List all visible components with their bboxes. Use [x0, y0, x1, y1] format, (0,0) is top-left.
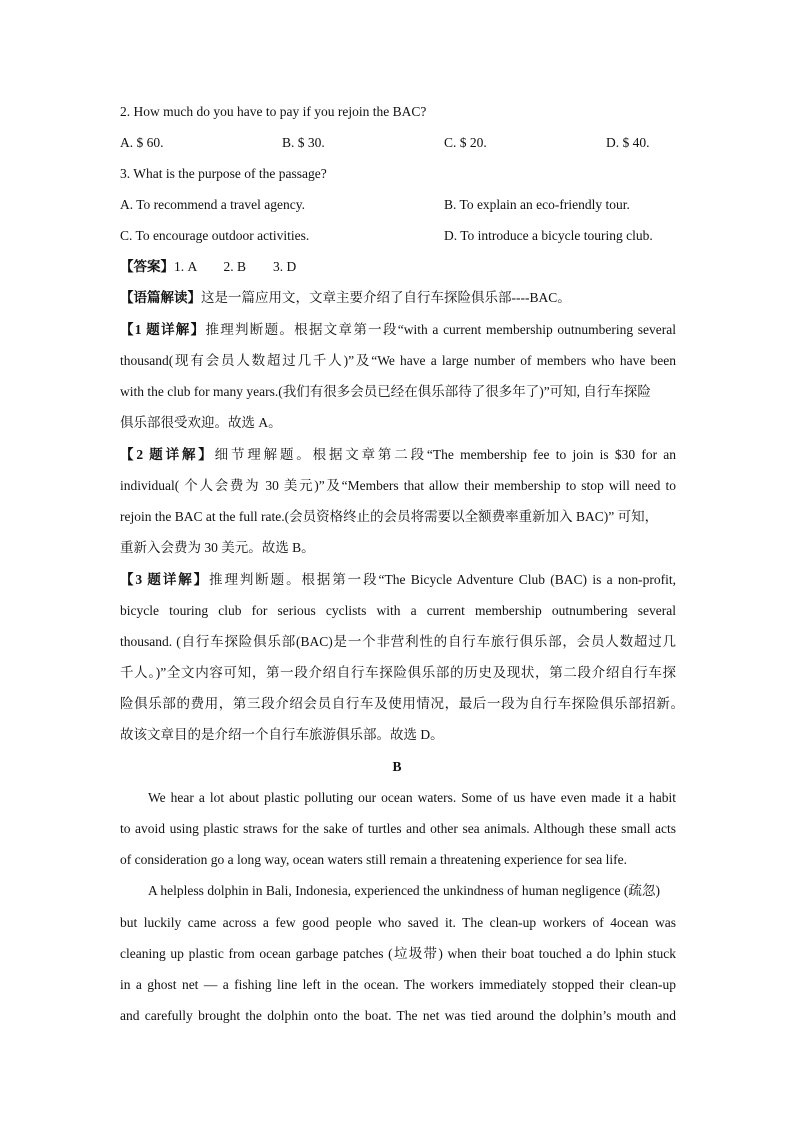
- detail-1-line-3: with the club for many years.(我们有很多会员已经在俱乐部待了很多年了)”可知, 自行车探险: [120, 384, 651, 399]
- analysis-line: [120, 288, 676, 308]
- detail-1-text-1: 推理判断题。根据文章第一段“with a current membership outnumbering several: [205, 322, 677, 337]
- passage-p2-line-4: in a ghost net — a fishing line left in the ocean. The workers immediately stopped their clean-up: [120, 977, 676, 992]
- detail-2-text-1: 细节理解题。根据文章第二段“The membership fee to join is $30 for an: [214, 447, 677, 462]
- answer-line: [120, 257, 676, 277]
- question-2-option-d: D. $ 40.: [606, 135, 650, 150]
- passage-p1-line-2: to avoid using plastic straws for the sake of turtles and other sea animals. Although these small acts: [120, 821, 676, 836]
- passage-p2-line-2: but luckily came across a few good people who saved it. The clean-up workers of 4ocean was: [120, 915, 676, 930]
- passage-p1-line-3: of consideration go a long way, ocean waters still remain a threatening experience for sea life.: [120, 852, 628, 867]
- analysis-tag: 【语篇解读】: [120, 290, 201, 305]
- answer-text: 1. A 2. B 3. D: [174, 259, 297, 274]
- detail-2-line-1: [120, 445, 676, 465]
- detail-3-text-1: 推理判断题。根据第一段“The Bicycle Adventure Club (BAC) is a non-profit,: [209, 572, 676, 587]
- detail-2-line-2: individual( 个人会费为 30 美元)”及“Members that allow their membership to stop will need to: [120, 478, 676, 493]
- detail-1-line-1: [120, 320, 676, 340]
- detail-3-line-5: 险俱乐部的费用，第三段介绍会员自行车及使用情况，最后一段为自行车探险俱乐部招新。: [120, 696, 684, 711]
- passage-p2-line-5: and carefully brought the dolphin onto the boat. The net was tied around the dolphin’s mouth and: [120, 1008, 676, 1023]
- question-2-option-c: C. $ 20.: [444, 135, 487, 150]
- detail-3-line-4: 千人。)”全文内容可知，第一段介绍自行车探险俱乐部的历史及现状，第二段介绍自行车探: [120, 665, 676, 680]
- section-heading: B: [392, 759, 402, 774]
- question-3-option-a: A. To recommend a travel agency.: [120, 197, 305, 212]
- analysis-text: 这是一篇应用文，文章主要介绍了自行车探险俱乐部----BAC。: [201, 290, 571, 305]
- question-3-stem: 3. What is the purpose of the passage?: [120, 166, 327, 181]
- detail-3-line-6: 故该文章目的是介绍一个自行车旅游俱乐部。故选 D。: [120, 727, 444, 742]
- detail-3-line-3: thousand. (自行车探险俱乐部(BAC)是一个非营利性的自行车旅行俱乐部，会员人数超过几: [120, 634, 676, 649]
- question-3-option-d: D. To introduce a bicycle touring club.: [444, 228, 653, 243]
- passage-p1-line-1: We hear a lot about plastic polluting our ocean waters. Some of us have even made it a habit: [148, 790, 676, 805]
- detail-1-line-2: thousand(现有会员人数超过几千人)”及“We have a large number of members who have been: [120, 353, 676, 368]
- detail-3-line-1: [120, 570, 676, 590]
- detail-1-tag: 【1 题详解】: [120, 322, 206, 337]
- answer-tag: 【答案】: [120, 259, 174, 274]
- question-2-option-a: A. $ 60.: [120, 135, 164, 150]
- detail-2-tag: 【2 题详解】: [120, 447, 215, 462]
- detail-1-line-4: 俱乐部很受欢迎。故选 A。: [120, 415, 282, 430]
- question-2-stem: 2. How much do you have to pay if you rejoin the BAC?: [120, 104, 427, 119]
- detail-3-line-2: bicycle touring club for serious cyclists with a current membership outnumbering several: [120, 603, 676, 618]
- question-3-option-c: C. To encourage outdoor activities.: [120, 228, 310, 243]
- passage-p2-line-1: A helpless dolphin in Bali, Indonesia, experienced the unkindness of human negligence (疏忽): [148, 883, 660, 898]
- passage-p2-line-3: cleaning up plastic from ocean garbage patches (垃圾带) when their boat touched a do lphin stuck: [120, 946, 676, 961]
- detail-3-tag: 【3 题详解】: [120, 572, 210, 587]
- question-2-option-b: B. $ 30.: [282, 135, 325, 150]
- detail-2-line-3: rejoin the BAC at the full rate.(会员资格终止的会员将需要以全额费率重新加入 BAC)” 可知，: [120, 509, 659, 524]
- question-3-option-b: B. To explain an eco-friendly tour.: [444, 197, 630, 212]
- detail-2-line-4: 重新入会费为 30 美元。故选 B。: [120, 540, 315, 555]
